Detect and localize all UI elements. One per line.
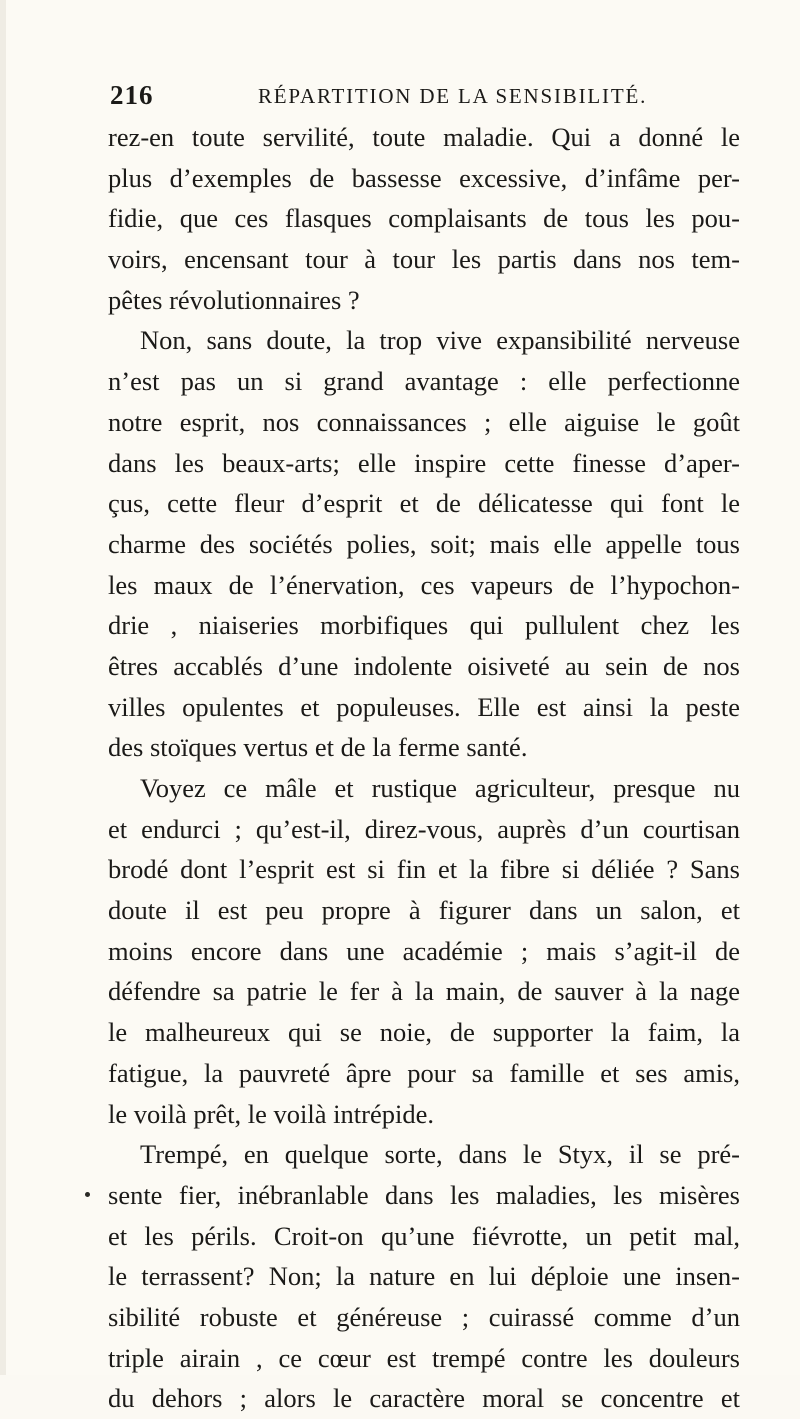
text-line: le voilà prêt, le voilà intrépide. — [108, 1098, 434, 1129]
text-line: drie , niaiseries morbifiques qui pullulent chez les — [108, 610, 740, 641]
text-line: êtres accablés d’une indolente oisiveté au sein de nos — [108, 650, 740, 681]
text-line: moins encore dans une académie ; mais s’agit-il de — [108, 935, 740, 966]
text-line: çus, cette fleur d’esprit et de délicatesse qui font le — [108, 488, 740, 519]
running-title: RÉPARTITION DE LA SENSIBILITÉ. — [258, 84, 648, 108]
text-line: défendre sa patrie le fer à la main, de sauver à la nage — [108, 976, 740, 1007]
margin-mark — [85, 1192, 90, 1197]
text-line: le malheureux qui se noie, de supporter la faim, la — [108, 1017, 740, 1048]
page-header — [110, 80, 730, 116]
body-text — [108, 117, 740, 1419]
text-line: le terrassent? Non; la nature en lui déploie une insen- — [108, 1261, 740, 1292]
text-line: plus d’exemples de bassesse excessive, d’infâme per- — [108, 162, 740, 193]
text-line: fatigue, la pauvreté âpre pour sa famille et ses amis, — [108, 1057, 740, 1088]
text-line: fidie, que ces flasques complaisants de tous les pou- — [108, 203, 740, 234]
text-line: Voyez ce mâle et rustique agriculteur, presque nu — [140, 773, 740, 803]
text-line: charme des sociétés polies, soit; mais elle appelle tous — [108, 528, 740, 559]
page-number: 216 — [110, 80, 154, 110]
text-line: pêtes révolutionnaires ? — [108, 284, 360, 315]
text-line: des stoïques vertus et de la ferme santé. — [108, 732, 528, 763]
text-line: et endurci ; qu’est-il, direz-vous, auprès d’un courtisan — [108, 813, 740, 844]
text-line: dans les beaux-arts; elle inspire cette finesse d’aper- — [108, 447, 740, 478]
text-line: du dehors ; alors le caractère moral se concentre et — [108, 1383, 740, 1414]
text-line: sente fier, inébranlable dans les maladies, les misères — [108, 1179, 740, 1210]
text-line: et les périls. Croit-on qu’une fiévrotte, un petit mal, — [108, 1220, 740, 1251]
text-line: sibilité robuste et généreuse ; cuirassé comme d’un — [108, 1301, 740, 1332]
text-line: rez-en toute servilité, toute maladie. Qui a donné le — [108, 122, 740, 152]
text-line: voirs, encensant tour à tour les partis dans nos tem- — [108, 244, 740, 275]
text-line: n’est pas un si grand avantage : elle perfectionne — [108, 366, 740, 397]
text-line: triple airain , ce cœur est trempé contre les douleurs — [108, 1342, 740, 1373]
text-line: Trempé, en quelque sorte, dans le Styx, il se pré- — [140, 1139, 740, 1170]
text-line: brodé dont l’esprit est si fin et la fibre si déliée ? Sans — [108, 854, 740, 885]
scan-edge — [0, 0, 6, 1375]
text-line: les maux de l’énervation, ces vapeurs de l’hypochon- — [108, 569, 740, 600]
text-line: Non, sans doute, la trop vive expansibilité nerveuse — [140, 325, 740, 356]
text-line: notre esprit, nos connaissances ; elle aiguise le goût — [108, 406, 740, 437]
text-line: villes opulentes et populeuses. Elle est ainsi la peste — [108, 691, 740, 722]
text-line: doute il est peu propre à figurer dans un salon, et — [108, 895, 740, 926]
